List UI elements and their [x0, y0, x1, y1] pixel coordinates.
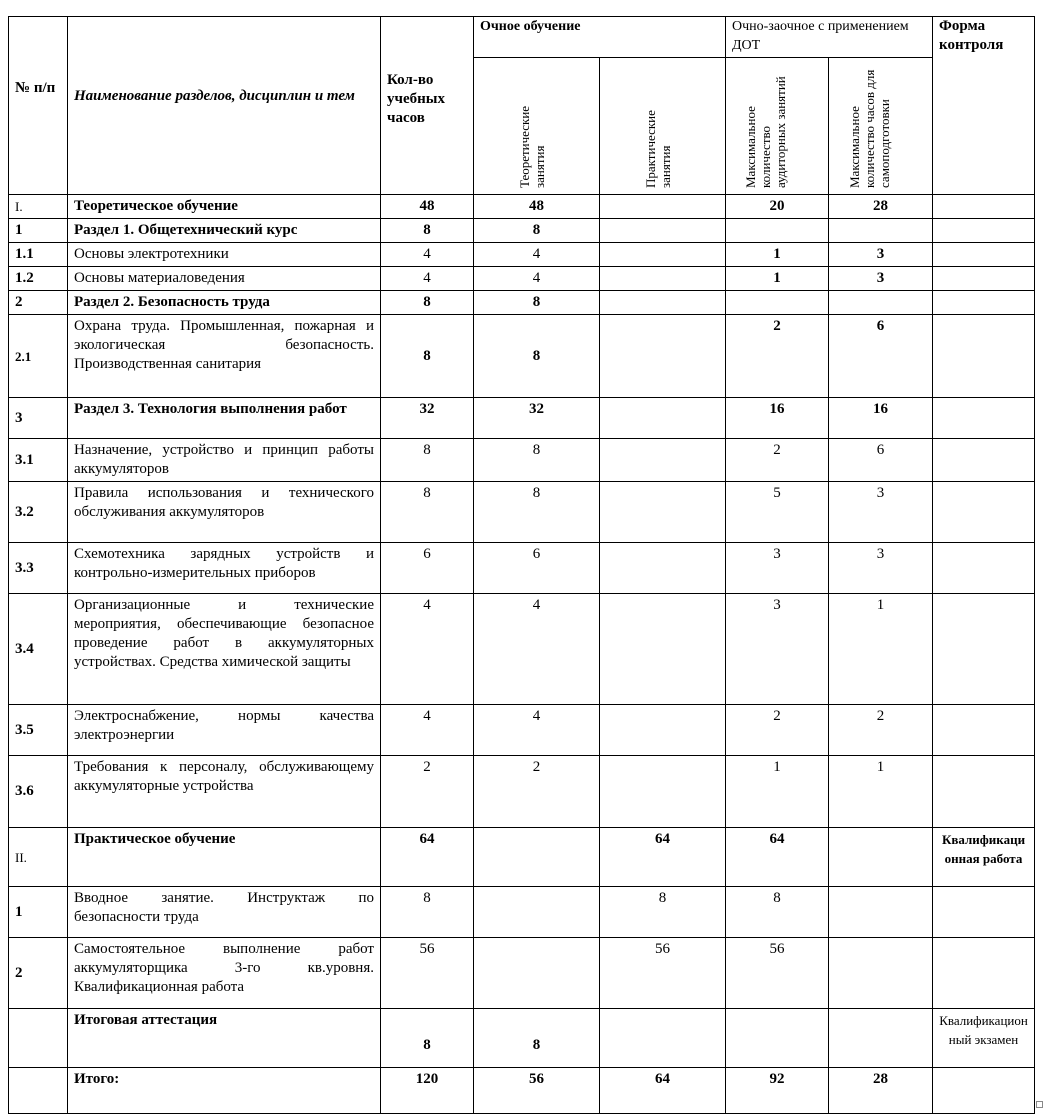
row-hours: 8 [381, 1009, 474, 1068]
row-hours: 4 [381, 705, 474, 756]
row-practice [600, 267, 726, 291]
row-hours: 4 [381, 594, 474, 705]
row-aud: 1 [726, 756, 829, 828]
header-num: № п/п [9, 17, 68, 195]
row-self: 3 [829, 243, 933, 267]
row-name: Организационные и технические мероприятия, обеспечивающие безопасное проведение работ в аккумуляторных устройствах. Средства химической защиты [68, 594, 381, 705]
table-row [9, 219, 1035, 243]
table-end-marker [1036, 1101, 1043, 1108]
row-num: 2 [9, 938, 68, 1009]
row-theory: 8 [474, 482, 600, 543]
row-aud: 2 [726, 439, 829, 482]
row-num: 2 [9, 291, 68, 315]
row-practice [600, 398, 726, 439]
row-control [933, 439, 1035, 482]
row-theory: 8 [474, 315, 600, 398]
row-name: Правила использования и технического обслуживания аккумуляторов [68, 482, 381, 543]
header-name: Наименование разделов, дисциплин и тем [68, 17, 381, 195]
row-control [933, 705, 1035, 756]
header-theory: Теоретические занятия [474, 58, 600, 195]
row-hours: 8 [381, 887, 474, 938]
row-self: 3 [829, 267, 933, 291]
row-control: Квалификационный экзамен [933, 1009, 1035, 1068]
row-name: Основы материаловедения [68, 267, 381, 291]
row-num: 3.2 [9, 482, 68, 543]
header-practice: Практические занятия [600, 58, 726, 195]
row-theory: 56 [474, 1068, 600, 1114]
header-distance: Очно-заочное с применением ДОТ [726, 17, 933, 58]
row-name: Практическое обучение [68, 828, 381, 887]
table-row [9, 291, 1035, 315]
row-control [933, 543, 1035, 594]
row-name: Назначение, устройство и принцип работы аккумуляторов [68, 439, 381, 482]
row-control [933, 887, 1035, 938]
table-row [9, 439, 1035, 482]
row-num: 1.2 [9, 267, 68, 291]
row-name: Требования к персоналу, обслуживающему аккумуляторные устройства [68, 756, 381, 828]
header-max-aud: Максимальное количество аудиторных занятий [726, 58, 829, 195]
row-num: 3.6 [9, 756, 68, 828]
table-row [9, 887, 1035, 938]
table-row [9, 482, 1035, 543]
row-name: Вводное занятие. Инструктаж по безопасности труда [68, 887, 381, 938]
row-name: Итого: [68, 1068, 381, 1114]
row-aud: 92 [726, 1068, 829, 1114]
row-control [933, 243, 1035, 267]
row-practice [600, 543, 726, 594]
row-aud [726, 1009, 829, 1068]
row-practice [600, 1009, 726, 1068]
row-self [829, 1009, 933, 1068]
row-num: I. [9, 195, 68, 219]
table-row [9, 315, 1035, 398]
row-self [829, 828, 933, 887]
curriculum-table [8, 16, 1035, 1114]
row-hours: 32 [381, 398, 474, 439]
row-hours: 8 [381, 482, 474, 543]
row-name: Раздел 1. Общетехнический курс [68, 219, 381, 243]
row-theory: 8 [474, 219, 600, 243]
table-row [9, 705, 1035, 756]
row-self [829, 291, 933, 315]
row-practice: 64 [600, 828, 726, 887]
row-practice [600, 705, 726, 756]
table-row [9, 938, 1035, 1009]
row-theory: 4 [474, 243, 600, 267]
row-hours: 48 [381, 195, 474, 219]
row-hours: 4 [381, 243, 474, 267]
row-aud: 16 [726, 398, 829, 439]
row-hours: 6 [381, 543, 474, 594]
row-aud: 2 [726, 315, 829, 398]
row-hours: 8 [381, 315, 474, 398]
row-practice: 56 [600, 938, 726, 1009]
row-aud: 64 [726, 828, 829, 887]
row-name: Раздел 2. Безопасность труда [68, 291, 381, 315]
row-self: 2 [829, 705, 933, 756]
row-num: 1.1 [9, 243, 68, 267]
row-aud [726, 219, 829, 243]
row-self: 16 [829, 398, 933, 439]
row-control [933, 267, 1035, 291]
row-control [933, 938, 1035, 1009]
row-num: 1 [9, 887, 68, 938]
row-name: Раздел 3. Технология выполнения работ [68, 398, 381, 439]
row-practice [600, 315, 726, 398]
row-theory: 6 [474, 543, 600, 594]
row-control [933, 594, 1035, 705]
row-hours: 8 [381, 219, 474, 243]
row-self: 6 [829, 439, 933, 482]
row-name: Электроснабжение, нормы качества электроэнергии [68, 705, 381, 756]
row-aud [726, 291, 829, 315]
table-row [9, 543, 1035, 594]
row-num [9, 1009, 68, 1068]
table-row [9, 1009, 1035, 1068]
row-self [829, 219, 933, 243]
row-self: 3 [829, 543, 933, 594]
row-control [933, 195, 1035, 219]
row-theory: 4 [474, 594, 600, 705]
row-control: Квалификационная работа [933, 828, 1035, 887]
row-self: 1 [829, 756, 933, 828]
header-control: Форма контроля [933, 17, 1035, 195]
row-practice [600, 243, 726, 267]
row-control [933, 482, 1035, 543]
table-row [9, 1068, 1035, 1114]
row-name: Итоговая аттестация [68, 1009, 381, 1068]
row-name: Основы электротехники [68, 243, 381, 267]
row-theory: 8 [474, 439, 600, 482]
row-theory: 8 [474, 291, 600, 315]
row-control [933, 291, 1035, 315]
row-aud: 2 [726, 705, 829, 756]
table-row [9, 828, 1035, 887]
row-theory: 4 [474, 705, 600, 756]
row-name: Теоретическое обучение [68, 195, 381, 219]
table-row [9, 267, 1035, 291]
row-control [933, 756, 1035, 828]
row-num: 3.1 [9, 439, 68, 482]
row-practice [600, 594, 726, 705]
row-name: Самостоятельное выполнение работ аккумуляторщика 3-го кв.уровня. Квалификационная работа [68, 938, 381, 1009]
row-num: 3.5 [9, 705, 68, 756]
row-hours: 2 [381, 756, 474, 828]
row-theory: 4 [474, 267, 600, 291]
row-name: Схемотехника зарядных устройств и контрольно-измерительных приборов [68, 543, 381, 594]
row-control [933, 1068, 1035, 1114]
row-practice [600, 195, 726, 219]
row-practice [600, 756, 726, 828]
row-practice [600, 482, 726, 543]
row-self: 1 [829, 594, 933, 705]
row-aud: 5 [726, 482, 829, 543]
row-self: 6 [829, 315, 933, 398]
row-num: 2.1 [9, 315, 68, 398]
row-name: Охрана труда. Промышленная, пожарная и экологическая безопасность. Производственная санитария [68, 315, 381, 398]
row-hours: 4 [381, 267, 474, 291]
row-theory [474, 938, 600, 1009]
row-practice [600, 291, 726, 315]
header-max-self: Максимальное количество часов для самоподготовки [829, 58, 933, 195]
row-self: 28 [829, 195, 933, 219]
row-self [829, 938, 933, 1009]
header-fulltime: Очное обучение [474, 17, 726, 58]
header-hours: Кол-во учебных часов [381, 17, 474, 195]
row-practice: 8 [600, 887, 726, 938]
row-theory [474, 828, 600, 887]
row-theory: 48 [474, 195, 600, 219]
row-hours: 8 [381, 291, 474, 315]
table-row [9, 398, 1035, 439]
row-aud: 1 [726, 267, 829, 291]
row-num: 1 [9, 219, 68, 243]
row-control [933, 398, 1035, 439]
row-aud: 1 [726, 243, 829, 267]
row-theory: 8 [474, 1009, 600, 1068]
row-hours: 120 [381, 1068, 474, 1114]
row-control [933, 315, 1035, 398]
row-self: 3 [829, 482, 933, 543]
row-aud: 3 [726, 594, 829, 705]
row-aud: 3 [726, 543, 829, 594]
row-theory: 32 [474, 398, 600, 439]
row-aud: 20 [726, 195, 829, 219]
row-hours: 56 [381, 938, 474, 1009]
row-num: 3.3 [9, 543, 68, 594]
row-self [829, 887, 933, 938]
row-practice [600, 439, 726, 482]
row-hours: 8 [381, 439, 474, 482]
row-aud: 56 [726, 938, 829, 1009]
table-row [9, 243, 1035, 267]
row-theory: 2 [474, 756, 600, 828]
row-practice [600, 219, 726, 243]
table-row [9, 195, 1035, 219]
row-practice: 64 [600, 1068, 726, 1114]
table-row [9, 756, 1035, 828]
row-theory [474, 887, 600, 938]
row-num [9, 1068, 68, 1114]
table-row [9, 594, 1035, 705]
row-num: II. [9, 828, 68, 887]
row-num: 3 [9, 398, 68, 439]
row-self: 28 [829, 1068, 933, 1114]
row-hours: 64 [381, 828, 474, 887]
row-aud: 8 [726, 887, 829, 938]
row-num: 3.4 [9, 594, 68, 705]
row-control [933, 219, 1035, 243]
